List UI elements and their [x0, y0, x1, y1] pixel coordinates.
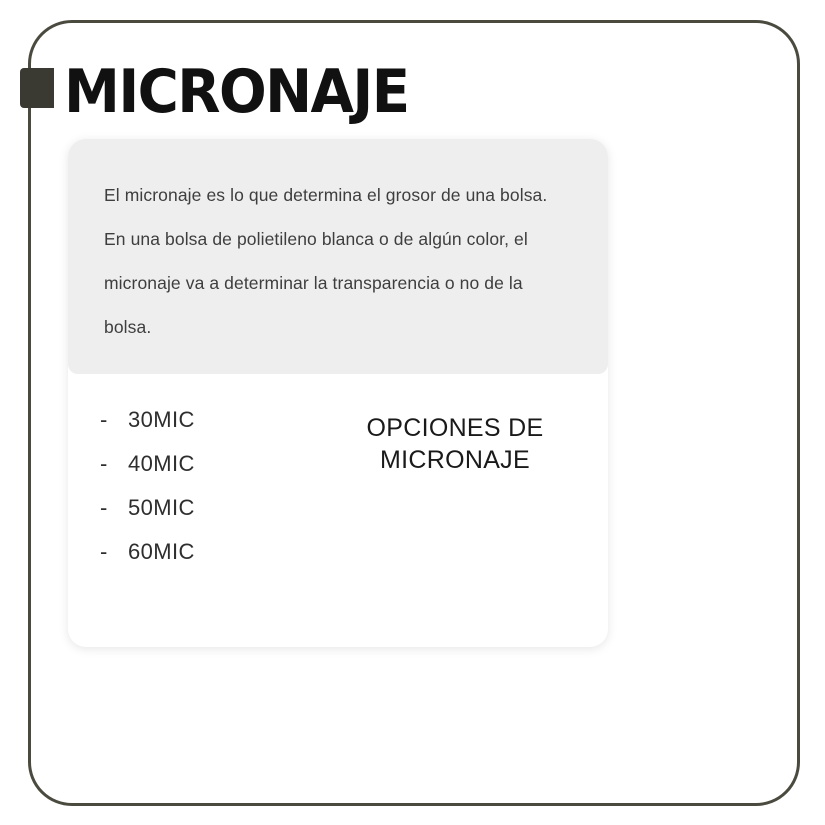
- list-item-label: 50MIC: [128, 495, 195, 520]
- list-item-label: 40MIC: [128, 451, 195, 476]
- bullet-dash: -: [100, 451, 108, 476]
- bullet-dash: -: [100, 495, 108, 520]
- page-title: MICRONAJE: [64, 58, 409, 127]
- description-text: El micronaje es lo que determina el grosor de una bolsa. En una bolsa de polietileno blanca o de algún color, el micronaje va a determinar la transparencia o no de la bolsa.: [104, 185, 548, 337]
- description-panel: [68, 139, 608, 374]
- options-heading: OPCIONES DE MICRONAJE: [366, 414, 544, 474]
- list-item-label: 30MIC: [128, 407, 195, 432]
- micronaje-options-list: [100, 405, 330, 581]
- bullet-dash: -: [100, 539, 108, 564]
- bullet-dash: -: [100, 407, 108, 432]
- list-item-label: 60MIC: [128, 539, 195, 564]
- list-item: [100, 405, 330, 449]
- title-notch-decoration: [20, 68, 54, 108]
- list-item: [100, 537, 330, 581]
- list-item: [100, 449, 330, 493]
- list-item: [100, 493, 330, 537]
